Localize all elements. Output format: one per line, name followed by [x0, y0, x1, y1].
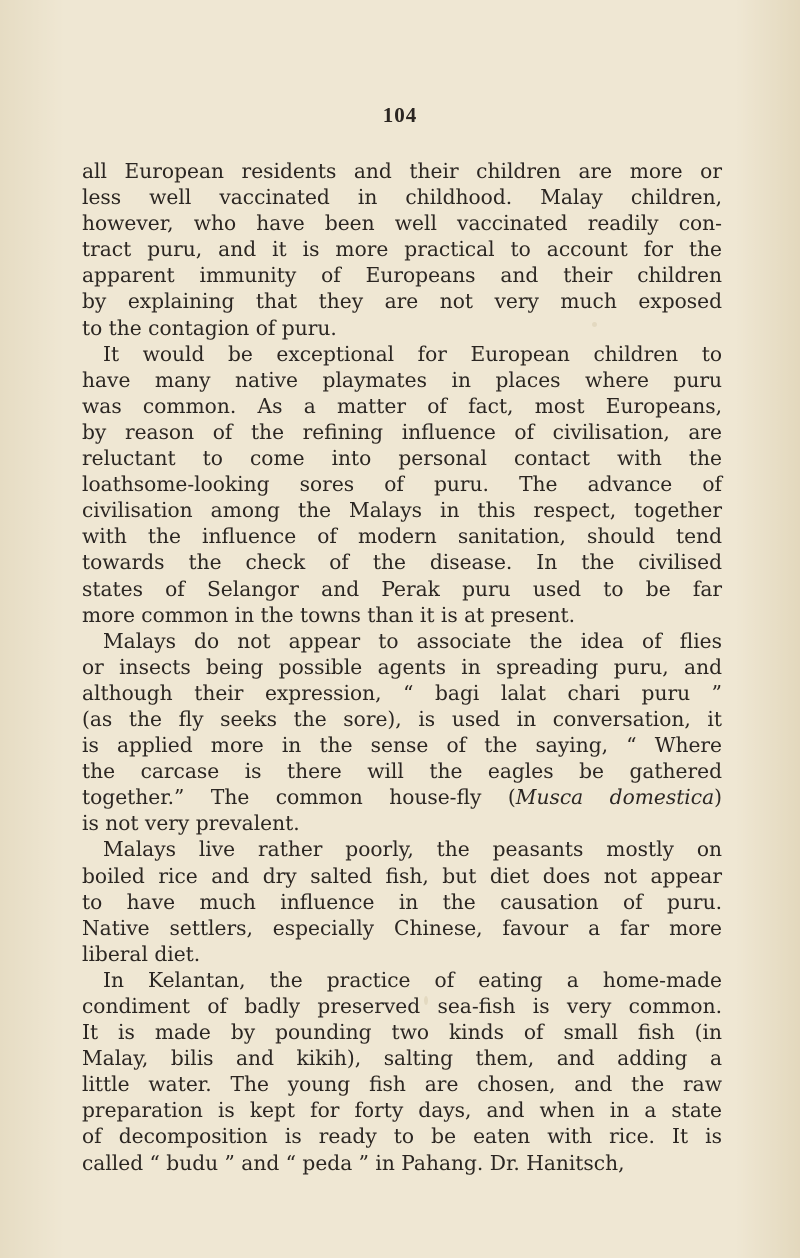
text-line: It would be exceptional for European children to	[103, 341, 722, 366]
text-line: all European residents and their children are more or	[82, 159, 722, 183]
text-line: less well vaccinated in childhood. Malay children,	[82, 185, 722, 210]
text-line: Malay, bilis and kikih), salting them, and adding a	[82, 1046, 722, 1071]
paragraph	[82, 158, 722, 341]
text-line: by reason of the refining influence of civilisation, are	[82, 419, 722, 444]
text-line: more common in the towns than it is at present.	[82, 602, 576, 627]
text-line: Malays do not appear to associate the idea of flies	[103, 628, 722, 653]
text-line: little water. The young fish are chosen, and the raw	[82, 1072, 722, 1097]
text-line: or insects being possible agents in spreading puru, and	[82, 654, 722, 679]
paragraph	[82, 967, 722, 1176]
text-line: civilisation among the Malays in this respect, together	[82, 498, 722, 523]
text-line: Malays live rather poorly, the peasants mostly on	[103, 837, 722, 862]
text-line: called “ budu ” and “ peda ” in Pahang. Dr. Hanitsch,	[82, 1150, 625, 1175]
text-line: have many native playmates in places where puru	[82, 367, 722, 392]
text-line: reluctant to come into personal contact with the	[82, 446, 722, 471]
text-line: to the contagion of puru.	[82, 315, 337, 340]
paragraph	[82, 628, 722, 837]
text-line: however, who have been well vaccinated readily con-	[82, 211, 722, 236]
text-line: by explaining that they are not very much exposed	[82, 289, 722, 314]
text-line: In Kelantan, the practice of eating a home-made	[103, 967, 722, 992]
text-line: It is made by pounding two kinds of small fish (in	[82, 1020, 722, 1045]
text-line: although their expression, “ bagi lalat chari puru ”	[82, 680, 722, 705]
paragraph	[82, 836, 722, 966]
paragraph	[82, 341, 722, 628]
text-line: Native settlers, especially Chinese, favour a far more	[82, 915, 722, 940]
text-line: liberal diet.	[82, 941, 201, 966]
text-line: is not very prevalent.	[82, 811, 300, 836]
text-line: was common. As a matter of fact, most Europeans,	[82, 393, 722, 418]
text-line: states of Selangor and Perak puru used to be far	[82, 576, 722, 601]
text-line: tract puru, and it is more practical to account for the	[82, 237, 722, 262]
text-line: condiment of badly preserved sea-fish is very common.	[82, 994, 722, 1018]
text-line: together.” The common house-fly (Musca domestica)	[82, 785, 722, 810]
text-line: of decomposition is ready to be eaten with rice. It is	[82, 1124, 722, 1149]
text-line: with the influence of modern sanitation, should tend	[82, 524, 722, 549]
text-line: loathsome-looking sores of puru. The advance of	[82, 472, 722, 497]
text-line: towards the check of the disease. In the civilised	[82, 550, 722, 575]
text-line: the carcase is there will the eagles be gathered	[82, 759, 722, 784]
text-line: (as the fly seeks the sore), is used in conversation, it	[82, 706, 722, 731]
text-line: boiled rice and dry salted fish, but diet does not appear	[82, 863, 722, 888]
text-line: is applied more in the sense of the saying, “ Where	[82, 733, 722, 758]
text-line: apparent immunity of Europeans and their children	[82, 263, 722, 288]
body-text	[82, 158, 722, 1176]
text-line: to have much influence in the causation of puru.	[82, 889, 722, 914]
page-number: 104	[382, 103, 418, 127]
text-line: preparation is kept for forty days, and when in a state	[82, 1098, 722, 1123]
